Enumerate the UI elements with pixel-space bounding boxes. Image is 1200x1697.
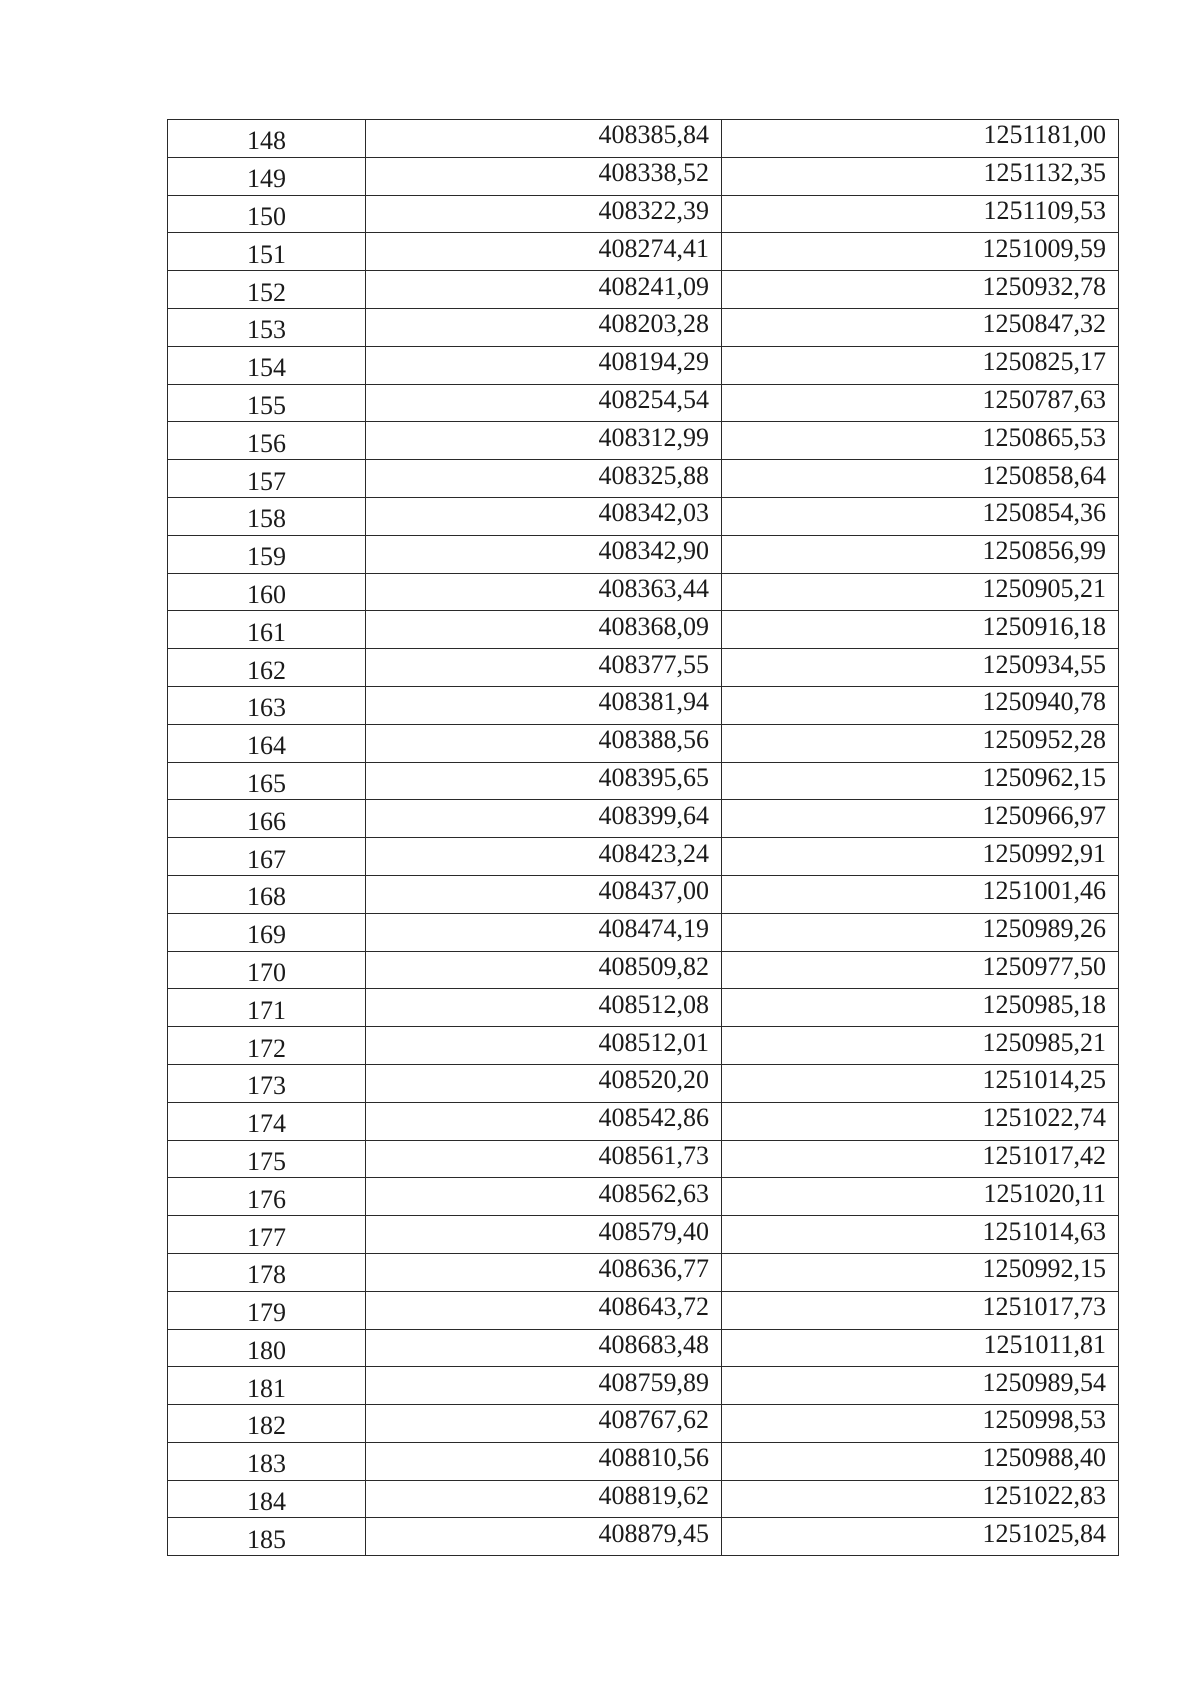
table-row bbox=[168, 649, 1119, 687]
y-coordinate-cell: 1250825,17 bbox=[722, 346, 1119, 384]
y-coordinate-cell: 1250985,21 bbox=[722, 1027, 1119, 1065]
point-number-cell: 177 bbox=[168, 1216, 366, 1254]
table-row bbox=[168, 384, 1119, 422]
table-row bbox=[168, 1367, 1119, 1405]
table-row bbox=[168, 1102, 1119, 1140]
table-row bbox=[168, 271, 1119, 309]
table-row bbox=[168, 422, 1119, 460]
y-coordinate-cell: 1251009,59 bbox=[722, 233, 1119, 271]
x-coordinate-cell: 408819,62 bbox=[366, 1480, 722, 1518]
table-row bbox=[168, 1064, 1119, 1102]
table-row bbox=[168, 1140, 1119, 1178]
x-coordinate-cell: 408395,65 bbox=[366, 762, 722, 800]
table-row bbox=[168, 1027, 1119, 1065]
point-number-cell: 153 bbox=[168, 308, 366, 346]
y-coordinate-cell: 1251020,11 bbox=[722, 1178, 1119, 1216]
x-coordinate-cell: 408368,09 bbox=[366, 611, 722, 649]
table-row bbox=[168, 1442, 1119, 1480]
y-coordinate-cell: 1251022,83 bbox=[722, 1480, 1119, 1518]
y-coordinate-cell: 1251014,25 bbox=[722, 1064, 1119, 1102]
table-row bbox=[168, 951, 1119, 989]
point-number-cell: 167 bbox=[168, 838, 366, 876]
table-row bbox=[168, 724, 1119, 762]
y-coordinate-cell: 1250858,64 bbox=[722, 460, 1119, 498]
table-row bbox=[168, 460, 1119, 498]
y-coordinate-cell: 1251109,53 bbox=[722, 195, 1119, 233]
point-number-cell: 148 bbox=[168, 120, 366, 158]
table-row bbox=[168, 1518, 1119, 1556]
x-coordinate-cell: 408399,64 bbox=[366, 800, 722, 838]
y-coordinate-cell: 1250992,15 bbox=[722, 1253, 1119, 1291]
table-row bbox=[168, 1253, 1119, 1291]
y-coordinate-cell: 1251022,74 bbox=[722, 1102, 1119, 1140]
y-coordinate-cell: 1250854,36 bbox=[722, 497, 1119, 535]
y-coordinate-cell: 1250966,97 bbox=[722, 800, 1119, 838]
x-coordinate-cell: 408423,24 bbox=[366, 838, 722, 876]
point-number-cell: 181 bbox=[168, 1367, 366, 1405]
table-row bbox=[168, 875, 1119, 913]
y-coordinate-cell: 1250992,91 bbox=[722, 838, 1119, 876]
point-number-cell: 179 bbox=[168, 1291, 366, 1329]
table-row bbox=[168, 573, 1119, 611]
point-number-cell: 169 bbox=[168, 913, 366, 951]
table-row bbox=[168, 989, 1119, 1027]
table-row bbox=[168, 838, 1119, 876]
x-coordinate-cell: 408342,90 bbox=[366, 535, 722, 573]
point-number-cell: 175 bbox=[168, 1140, 366, 1178]
x-coordinate-cell: 408241,09 bbox=[366, 271, 722, 309]
y-coordinate-cell: 1250985,18 bbox=[722, 989, 1119, 1027]
x-coordinate-cell: 408520,20 bbox=[366, 1064, 722, 1102]
table-row bbox=[168, 233, 1119, 271]
table-row bbox=[168, 120, 1119, 158]
point-number-cell: 183 bbox=[168, 1442, 366, 1480]
x-coordinate-cell: 408643,72 bbox=[366, 1291, 722, 1329]
point-number-cell: 152 bbox=[168, 271, 366, 309]
x-coordinate-cell: 408512,08 bbox=[366, 989, 722, 1027]
x-coordinate-cell: 408512,01 bbox=[366, 1027, 722, 1065]
point-number-cell: 161 bbox=[168, 611, 366, 649]
x-coordinate-cell: 408388,56 bbox=[366, 724, 722, 762]
x-coordinate-cell: 408342,03 bbox=[366, 497, 722, 535]
y-coordinate-cell: 1250905,21 bbox=[722, 573, 1119, 611]
x-coordinate-cell: 408810,56 bbox=[366, 1442, 722, 1480]
table-row bbox=[168, 1480, 1119, 1518]
x-coordinate-cell: 408385,84 bbox=[366, 120, 722, 158]
point-number-cell: 151 bbox=[168, 233, 366, 271]
x-coordinate-cell: 408322,39 bbox=[366, 195, 722, 233]
y-coordinate-cell: 1251011,81 bbox=[722, 1329, 1119, 1367]
table-row bbox=[168, 308, 1119, 346]
point-number-cell: 162 bbox=[168, 649, 366, 687]
y-coordinate-cell: 1250989,26 bbox=[722, 913, 1119, 951]
y-coordinate-cell: 1250977,50 bbox=[722, 951, 1119, 989]
point-number-cell: 171 bbox=[168, 989, 366, 1027]
point-number-cell: 164 bbox=[168, 724, 366, 762]
point-number-cell: 149 bbox=[168, 157, 366, 195]
table-row bbox=[168, 157, 1119, 195]
y-coordinate-cell: 1250989,54 bbox=[722, 1367, 1119, 1405]
y-coordinate-cell: 1250988,40 bbox=[722, 1442, 1119, 1480]
table-row bbox=[168, 686, 1119, 724]
x-coordinate-cell: 408542,86 bbox=[366, 1102, 722, 1140]
point-number-cell: 157 bbox=[168, 460, 366, 498]
table-row bbox=[168, 1216, 1119, 1254]
table-row bbox=[168, 913, 1119, 951]
x-coordinate-cell: 408562,63 bbox=[366, 1178, 722, 1216]
point-number-cell: 172 bbox=[168, 1027, 366, 1065]
point-number-cell: 165 bbox=[168, 762, 366, 800]
y-coordinate-cell: 1251001,46 bbox=[722, 875, 1119, 913]
x-coordinate-cell: 408561,73 bbox=[366, 1140, 722, 1178]
x-coordinate-cell: 408683,48 bbox=[366, 1329, 722, 1367]
y-coordinate-cell: 1251014,63 bbox=[722, 1216, 1119, 1254]
y-coordinate-cell: 1250952,28 bbox=[722, 724, 1119, 762]
x-coordinate-cell: 408194,29 bbox=[366, 346, 722, 384]
x-coordinate-cell: 408338,52 bbox=[366, 157, 722, 195]
y-coordinate-cell: 1250847,32 bbox=[722, 308, 1119, 346]
y-coordinate-cell: 1251017,42 bbox=[722, 1140, 1119, 1178]
table-row bbox=[168, 800, 1119, 838]
point-number-cell: 168 bbox=[168, 875, 366, 913]
y-coordinate-cell: 1251132,35 bbox=[722, 157, 1119, 195]
table-row bbox=[168, 346, 1119, 384]
y-coordinate-cell: 1250940,78 bbox=[722, 686, 1119, 724]
x-coordinate-cell: 408254,54 bbox=[366, 384, 722, 422]
x-coordinate-cell: 408203,28 bbox=[366, 308, 722, 346]
point-number-cell: 159 bbox=[168, 535, 366, 573]
table-row bbox=[168, 611, 1119, 649]
x-coordinate-cell: 408377,55 bbox=[366, 649, 722, 687]
y-coordinate-cell: 1250865,53 bbox=[722, 422, 1119, 460]
table-row bbox=[168, 1291, 1119, 1329]
y-coordinate-cell: 1251017,73 bbox=[722, 1291, 1119, 1329]
x-coordinate-cell: 408437,00 bbox=[366, 875, 722, 913]
y-coordinate-cell: 1250916,18 bbox=[722, 611, 1119, 649]
point-number-cell: 158 bbox=[168, 497, 366, 535]
point-number-cell: 155 bbox=[168, 384, 366, 422]
x-coordinate-cell: 408325,88 bbox=[366, 460, 722, 498]
point-number-cell: 170 bbox=[168, 951, 366, 989]
point-number-cell: 150 bbox=[168, 195, 366, 233]
table-row bbox=[168, 1178, 1119, 1216]
x-coordinate-cell: 408381,94 bbox=[366, 686, 722, 724]
table-row bbox=[168, 762, 1119, 800]
table-row bbox=[168, 1329, 1119, 1367]
x-coordinate-cell: 408274,41 bbox=[366, 233, 722, 271]
point-number-cell: 156 bbox=[168, 422, 366, 460]
x-coordinate-cell: 408636,77 bbox=[366, 1253, 722, 1291]
point-number-cell: 166 bbox=[168, 800, 366, 838]
point-number-cell: 185 bbox=[168, 1518, 366, 1556]
x-coordinate-cell: 408509,82 bbox=[366, 951, 722, 989]
x-coordinate-cell: 408759,89 bbox=[366, 1367, 722, 1405]
table-row bbox=[168, 497, 1119, 535]
point-number-cell: 178 bbox=[168, 1253, 366, 1291]
y-coordinate-cell: 1250998,53 bbox=[722, 1405, 1119, 1443]
table-row bbox=[168, 1405, 1119, 1443]
point-number-cell: 174 bbox=[168, 1102, 366, 1140]
x-coordinate-cell: 408474,19 bbox=[366, 913, 722, 951]
table-row bbox=[168, 195, 1119, 233]
table-row bbox=[168, 535, 1119, 573]
point-number-cell: 160 bbox=[168, 573, 366, 611]
point-number-cell: 154 bbox=[168, 346, 366, 384]
point-number-cell: 182 bbox=[168, 1405, 366, 1443]
y-coordinate-cell: 1251181,00 bbox=[722, 120, 1119, 158]
x-coordinate-cell: 408312,99 bbox=[366, 422, 722, 460]
coordinates-table bbox=[167, 119, 1119, 1556]
point-number-cell: 163 bbox=[168, 686, 366, 724]
x-coordinate-cell: 408767,62 bbox=[366, 1405, 722, 1443]
point-number-cell: 176 bbox=[168, 1178, 366, 1216]
point-number-cell: 184 bbox=[168, 1480, 366, 1518]
point-number-cell: 180 bbox=[168, 1329, 366, 1367]
x-coordinate-cell: 408363,44 bbox=[366, 573, 722, 611]
x-coordinate-cell: 408879,45 bbox=[366, 1518, 722, 1556]
y-coordinate-cell: 1250962,15 bbox=[722, 762, 1119, 800]
y-coordinate-cell: 1250856,99 bbox=[722, 535, 1119, 573]
y-coordinate-cell: 1250934,55 bbox=[722, 649, 1119, 687]
point-number-cell: 173 bbox=[168, 1064, 366, 1102]
y-coordinate-cell: 1251025,84 bbox=[722, 1518, 1119, 1556]
y-coordinate-cell: 1250932,78 bbox=[722, 271, 1119, 309]
x-coordinate-cell: 408579,40 bbox=[366, 1216, 722, 1254]
y-coordinate-cell: 1250787,63 bbox=[722, 384, 1119, 422]
coordinates-table-body bbox=[168, 120, 1119, 1556]
